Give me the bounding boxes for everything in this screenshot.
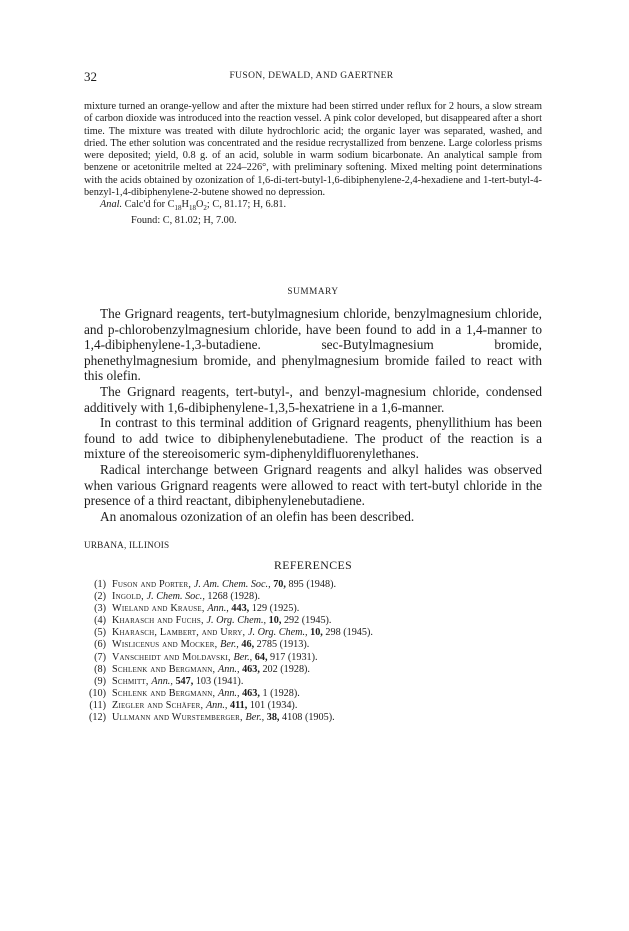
reference-item	[84, 603, 542, 615]
reference-item	[84, 639, 542, 651]
reference-authors: Vanscheidt and Moldavski,	[112, 651, 234, 663]
reference-journal: J. Org. Chem.,	[206, 615, 269, 627]
reference-item	[84, 676, 542, 688]
reference-number: (3)	[94, 603, 106, 615]
reference-pages-year: 103 (1941).	[195, 675, 244, 687]
reference-number: (4)	[94, 615, 106, 627]
reference-authors: Ziegler and Schäfer,	[112, 699, 206, 711]
reference-pages-year: 1268 (1928).	[207, 591, 261, 603]
reference-authors: Ingold,	[112, 591, 147, 603]
summary-paragraph-1: The Grignard reagents, tert-butylmagnesium chloride, benzylmagnesium chloride, and p-chlorobenzylmagnesium chloride, have been found to add in a 1,4-manner to 1,4-dibiphenylene-1,3-butadiene. sec-Butylmagnesium bromide, phenethylmagnesium bromide, and phenylmagnesium bromide failed to react with this olefin.	[84, 306, 542, 384]
summary-paragraph-4: Radical interchange between Grignard reagents and alkyl halides was observed when various Grignard reagents were allowed to react with tert-butyl chloride in the presence of a third reactant, dibiphenylenebutadiene.	[84, 461, 542, 509]
reference-item	[84, 652, 542, 664]
reference-authors: Kharasch, Lambert, and Urry,	[112, 627, 248, 639]
reference-number: (8)	[94, 663, 106, 675]
reference-journal: Ann.,	[205, 699, 231, 711]
reference-authors: Schmitt,	[112, 675, 152, 687]
reference-authors: Schlenk and Bergmann,	[112, 663, 218, 675]
reference-volume: 463,	[242, 687, 263, 699]
analysis-calc: Anal. Calc'd for $C_{18}H_{18}O_2$; C, 81.17; H, 6.81.	[100, 199, 287, 213]
reference-pages-year: 101 (1934).	[249, 699, 298, 711]
reference-authors: Schlenk and Bergmann,	[112, 687, 218, 699]
reference-pages-year: 292 (1945).	[283, 615, 332, 627]
reference-number: (11)	[89, 699, 106, 711]
reference-volume: 10,	[310, 627, 326, 639]
reference-authors: Wieland and Krause,	[112, 603, 208, 615]
reference-item	[84, 627, 542, 639]
reference-pages-year: 202 (1928).	[262, 663, 310, 675]
reference-authors: Wislicenus and Mocker,	[112, 639, 221, 651]
reference-text	[106, 652, 318, 664]
summary-paragraph-3: In contrast to this terminal addition of Grignard reagents, phenyllithium has been found to add twice to dibiphenylenebutadiene. The product of the reaction is a mixture of the stereoisomeric sym-diphenyldifluorenylethanes.	[84, 415, 542, 462]
reference-authors: Fuson and Porter,	[112, 579, 194, 590]
reference-number: (10)	[89, 687, 106, 699]
reference-number: (9)	[94, 675, 106, 687]
reference-journal: Ann.,	[151, 675, 176, 687]
analysis-label: Anal.	[100, 199, 123, 211]
reference-journal: Ann.,	[218, 687, 243, 699]
reference-number: (1)	[94, 579, 106, 590]
reference-text	[106, 627, 373, 639]
reference-text	[106, 615, 331, 627]
reference-text	[106, 579, 336, 591]
analysis-calc-prefix: Calc'd for C	[124, 199, 175, 211]
reference-item	[84, 688, 542, 700]
reference-pages-year: 917 (1931).	[270, 651, 318, 663]
reference-volume: 463,	[242, 663, 263, 675]
reference-authors: Kharasch and Fuchs,	[112, 615, 207, 627]
reference-journal: Ber.,	[233, 651, 255, 663]
reference-item	[84, 591, 542, 603]
reference-volume: 10,	[268, 615, 284, 627]
reference-text	[106, 700, 297, 712]
reference-number: (6)	[94, 639, 106, 651]
reference-item	[84, 700, 542, 712]
references-list	[84, 579, 542, 724]
reference-journal: J. Chem. Soc.,	[146, 591, 208, 603]
reference-text	[106, 603, 299, 615]
summary-paragraph-2: The Grignard reagents, tert-butyl-, and benzyl-magnesium chloride, condensed additively with 1,6-dibiphenylene-1,3,5-hexatriene in a 1,6-manner.	[84, 383, 542, 415]
reference-journal: J. Am. Chem. Soc.,	[193, 579, 274, 590]
reference-item	[84, 615, 542, 627]
reference-journal: Ber.,	[220, 639, 242, 651]
running-title: FUSON, DEWALD, AND GAERTNER	[229, 71, 394, 81]
reference-pages-year: 298 (1945).	[325, 627, 373, 639]
place-line: URBANA, ILLINOIS	[84, 540, 170, 550]
reference-volume: 70,	[273, 579, 289, 590]
reference-pages-year: 1 (1928).	[262, 687, 300, 699]
reference-number: (2)	[94, 591, 106, 603]
page-header	[84, 69, 539, 83]
reference-pages-year: 2785 (1913).	[256, 639, 310, 651]
reference-text	[106, 639, 309, 651]
reference-volume: 46,	[241, 639, 257, 651]
reference-volume: 443,	[231, 603, 252, 615]
experimental-section	[84, 101, 542, 227]
reference-pages-year: 895 (1948).	[288, 579, 337, 590]
reference-volume: 64,	[254, 651, 271, 663]
reference-item	[84, 579, 542, 591]
reference-number: (12)	[89, 712, 106, 724]
references-heading: REFERENCES	[273, 558, 353, 572]
reference-number: (5)	[94, 627, 106, 639]
reference-volume: 547,	[175, 675, 196, 687]
reference-volume: 38,	[266, 712, 283, 724]
reference-journal: Ber.,	[245, 712, 267, 724]
reference-journal: Ann.,	[207, 603, 232, 615]
reference-number: (7)	[94, 651, 106, 663]
reference-text	[106, 664, 310, 676]
reference-item	[84, 712, 542, 724]
reference-item	[84, 664, 542, 676]
summary-heading: SUMMARY	[287, 286, 339, 296]
reference-text	[106, 688, 300, 700]
experimental-paragraph: mixture turned an orange-yellow and after the mixture had been stirred under reflux for 2 hours, a slow stream of carbon dioxide was introduced into the reaction vessel. A pink color developed, but disappeared after a short time. The mixture was treated with dilute hydrochloric acid; the organic layer was separated, washed, and dried. The ether solution was concentrated and the residue recrystallized from benzene. Large colorless prisms were deposited; yield, 0.8 g. of an acid, soluble in warm sodium bicarbonate. An analytical sample from benzene or acetonitrile melted at 224–226°, with preliminary softening. Mixed melting point determinations with the acids obtained by ozonization of 1,6-di-tert-butyl-1,6-dibiphenylene-2,4-hexadiene and 1-tert-butyl-4-benzyl-1,4-dibiphenylene-2-butene showed no depression.	[84, 101, 542, 199]
reference-pages-year: 129 (1925).	[251, 603, 300, 615]
reference-authors: Ullmann and Wurstemberger,	[112, 712, 246, 724]
reference-journal: J. Org. Chem.,	[247, 627, 311, 639]
reference-volume: 411,	[230, 699, 250, 711]
summary-paragraph-5: An anomalous ozonization of an olefin has been described.	[100, 508, 415, 524]
analysis-found: Found: C, 81.02; H, 7.00.	[131, 214, 237, 226]
reference-text	[106, 712, 335, 724]
reference-text	[106, 676, 243, 688]
analysis-calc-values: ; C, 81.17; H, 6.81.	[206, 199, 287, 211]
reference-pages-year: 4108 (1905).	[282, 712, 335, 724]
summary-body	[84, 306, 542, 524]
page-number: 32	[84, 69, 97, 84]
reference-text	[106, 591, 260, 603]
reference-journal: Ann.,	[218, 663, 243, 675]
